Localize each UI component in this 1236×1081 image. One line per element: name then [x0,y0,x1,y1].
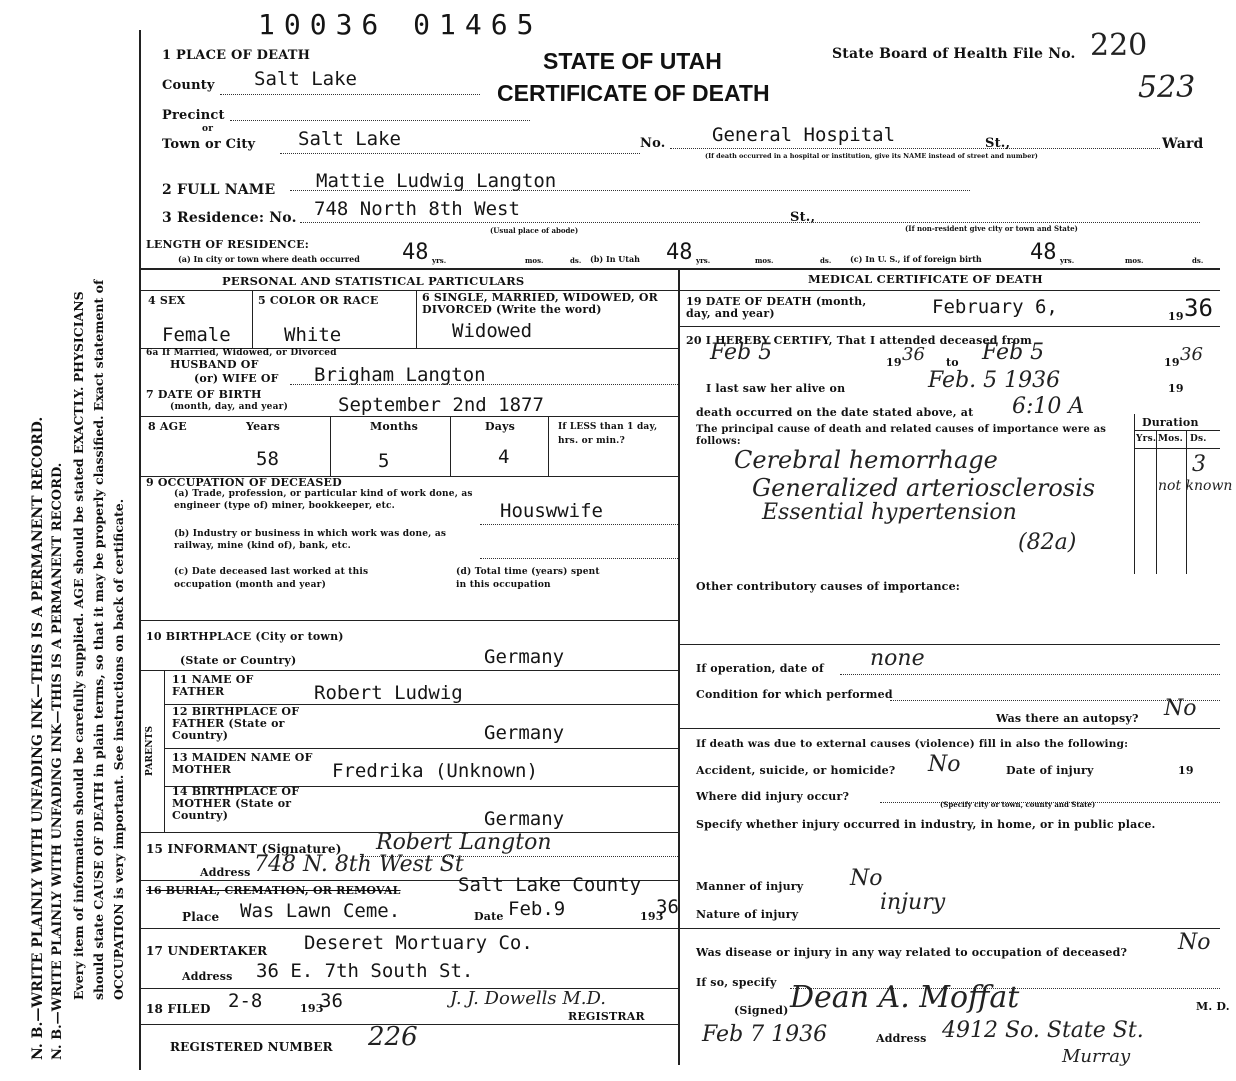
burial-year-value: 36 [656,896,679,918]
manner-label: Manner of injury [696,880,804,893]
specify-label: Specify whether injury occurred in industry, in home, or in public place. [696,818,1156,831]
cause-1: Cerebral hemorrhage [734,446,998,474]
hospital-note: (If death occurred in a hospital or institution, give its NAME instead of street and number) [705,152,1038,160]
informant-address: 748 N. 8th West St [254,852,464,877]
other-causes-label: Other contributory causes of importance: [696,580,961,593]
attended-from: Feb 5 [710,340,773,365]
dod-year-prefix: 19 [1168,310,1184,323]
registered-number-label: REGISTERED NUMBER [170,1040,333,1054]
place-of-death-label: 1 PLACE OF DEATH [162,48,311,63]
filed-value: 2-8 [228,990,263,1012]
father-value: Robert Ludwig [314,682,463,704]
informant-label: 15 INFORMANT (Signature) [146,842,342,856]
color-value: White [284,324,342,346]
ward-label: Ward [1162,136,1204,152]
file-no-label: State Board of Health File No. [832,46,1076,62]
where-label: Where did injury occur? [696,790,850,803]
undertaker-address-value: 36 E. 7th South St. [256,960,474,982]
dob-sub: (month, day, and year) [170,402,289,412]
dob-value: September 2nd 1877 [338,394,544,416]
residence-value: 748 North 8th West [314,198,520,220]
death-time-value: 6:10 A [1012,394,1085,419]
burial-label: 16 BURIAL, CREMATION, OR REMOVAL [146,884,401,897]
file-serial: 10036 01465 [258,8,543,41]
cause-2-duration: not known [1158,478,1233,494]
residence-note-1: (Usual place of abode) [490,226,579,235]
cause-label: The principal cause of death and related causes of importance were as follows: [696,424,1107,447]
occupation-d: (d) Total time (years) spent in this occupation [456,567,600,590]
residence-a-value: 48 [402,240,429,265]
cause-code: (82a) [1018,530,1077,555]
residence-b-yrs: yrs. [696,256,711,265]
occ-related-label: Was disease or injury in any way related to occupation of deceased? [696,946,1128,959]
side-note-1: N. B.—WRITE PLAINLY WITH UNFADING INK—THIS IS A PERMANENT RECORD. [30,416,46,1060]
sex-label: 4 SEX [148,294,186,307]
occupation-b: (b) Industry or business in which work was done, as railway, mine (kind of), bank, etc. [174,529,447,551]
undertaker-label: 17 UNDERTAKER [146,944,268,958]
file-no-2: 523 [1138,70,1196,105]
injury-year-prefix: 19 [1178,764,1194,777]
autopsy-value: No [1164,696,1197,721]
duration-ds: Ds. [1190,434,1207,444]
last-saw-year-prefix: 19 [1168,382,1184,395]
filed-label: 18 FILED [146,1002,211,1016]
accident-value: No [928,752,961,777]
physician-address: 4912 So. State St. [942,1018,1144,1043]
burial-place-label: Place [182,910,220,924]
mother-birthplace-value: Germany [484,808,565,830]
signature-date: Feb 7 1936 [702,1022,828,1047]
filed-year-value: 36 [320,990,343,1012]
burial-place-value: Was Lawn Ceme. [240,900,401,922]
physician-address-2: Murray [1062,1046,1131,1067]
residence-c-label: (c) In U. S., if of foreign birth [850,254,982,264]
physician-signature: Dean A. Moffat [790,980,1020,1015]
side-note-4: should state CAUSE OF DEATH in plain terms, so that it may be properly classified. Exact statement of [91,279,106,1000]
burial-date-label: Date [474,910,504,923]
full-name-label: 2 FULL NAME [162,182,276,198]
physician-address-label: Address [876,1032,927,1045]
informant-address-label: Address [200,866,251,879]
full-name-value: Mattie Ludwig Langton [316,170,557,192]
residence-c-mos: mos. [1125,256,1144,265]
residence-label: 3 Residence: No. [162,210,297,226]
nature-label: Nature of injury [696,908,799,921]
or-label: or [202,124,214,134]
operation-value: none [870,646,925,671]
dod-label: 19 DATE OF DEATH (month, day, and year) [686,295,867,320]
mother-birthplace-label: 14 BIRTHPLACE OF MOTHER (State or Country) [172,785,300,822]
spouse-label-1: 6a If Married, Widowed, or Divorced [146,348,337,358]
if-so-label: If so, specify [696,976,777,989]
file-no: 220 [1090,28,1148,63]
side-note-3: Every item of information should be carefully supplied. AGE should be stated EXACTLY. PHYSICIANS [71,291,86,1000]
from-year-prefix: 19 [886,356,902,369]
burial-date-value: Feb.9 [508,898,566,920]
residence-c-yrs: yrs. [1060,256,1075,265]
age-months-value: 5 [378,450,390,472]
state-title: STATE OF UTAH [543,48,722,74]
marital-value: Widowed [452,320,533,342]
duration-yrs: Yrs. [1136,434,1157,444]
side-note-2: N. B.—WRITE PLAINLY WITH UNFADING INK—THIS IS A PERMANENT RECORD. [50,462,65,1060]
medical-heading: MEDICAL CERTIFICATE OF DEATH [808,272,1043,286]
institution-value: General Hospital [712,124,896,146]
to-label: to [946,356,959,369]
precinct-label: Precinct [162,108,225,123]
dod-value: February 6, [932,296,1058,318]
age-days-value: 4 [498,446,510,468]
birthplace-label: 10 BIRTHPLACE (City or town) [146,630,344,643]
undertaker-value: Deseret Mortuary Co. [304,932,533,954]
last-saw-label: I last saw her alive on [706,382,846,395]
manner-value: No [850,866,883,891]
occ-related-value: No [1178,930,1211,955]
burial-year-prefix: 193 [640,910,664,923]
md-label: M. D. [1196,1000,1230,1013]
age-days-label: Days [485,420,516,433]
age-less-label: If LESS than 1 day, hrs. or min.? [558,422,658,446]
cause-1-duration: 3 [1192,452,1206,477]
father-label: 11 NAME OF FATHER [172,673,254,698]
where-note: (Specify city or town, county and State) [940,800,1096,809]
residence-a-yrs: yrs. [432,256,447,265]
spouse-label-2: HUSBAND OF [170,358,259,371]
grid-top [140,268,1220,270]
county-label: County [162,78,215,93]
undertaker-address-label: Address [182,970,233,983]
sex-value: Female [162,324,231,346]
residence-c-ds: ds. [1192,256,1204,265]
cause-3: Essential hypertension [762,500,1017,525]
dod-year-value: 36 [1184,294,1213,322]
length-of-residence-label: LENGTH OF RESIDENCE: [146,238,309,251]
mother-label: 13 MAIDEN NAME OF MOTHER [172,751,313,776]
father-birthplace-label: 12 BIRTHPLACE OF FATHER (State or Country) [172,705,300,742]
occupation-c: (c) Date deceased last worked at this occupation (month and year) [174,567,369,590]
signed-label: (Signed) [734,1004,789,1017]
grid-center [678,270,680,1065]
date-injury-label: Date of injury [1006,764,1094,777]
operation-label: If operation, date of [696,662,824,675]
town-value: Salt Lake [298,128,401,150]
certificate-title: CERTIFICATE OF DEATH [497,80,770,106]
occupation-value: Houswwife [500,500,603,522]
autopsy-label: Was there an autopsy? [996,712,1139,725]
marital-label: 6 SINGLE, MARRIED, WIDOWED, OR DIVORCED (Write the word) [422,291,659,316]
dob-label: 7 DATE OF BIRTH [146,388,262,401]
residence-b-ds: ds. [820,256,832,265]
external-label: If death was due to external causes (violence) fill in also the following: [696,738,1129,750]
spouse-value: Brigham Langton [314,364,486,386]
cause-2: Generalized arteriosclerosis [752,474,1096,502]
parents-label: PARENTS [145,725,155,776]
registrar-signature: J. J. Dowells M.D. [450,988,606,1009]
age-years-label: Years [246,420,281,433]
attended-to: Feb 5 [982,340,1045,365]
color-label: 5 COLOR OR RACE [258,294,379,307]
st-label: St., [985,136,1011,151]
residence-note-2: (If non-resident give city or town and State) [905,224,1078,233]
duration-label: Duration [1142,416,1199,429]
frame-left [139,30,141,1070]
residence-a-label: (a) In city or town where death occurred [178,254,360,264]
residence-c-value: 48 [1030,240,1057,265]
nature-value: injury [880,890,946,915]
age-months-label: Months [370,420,418,433]
to-year-prefix: 19 [1164,356,1180,369]
occupation-a: (a) Trade, profession, or particular kind of work done, as engineer (type of) miner, bookkeeper, etc. [174,489,473,511]
filed-year-prefix: 193 [300,1002,324,1015]
side-note-5: OCCUPATION is very important. See instructions on back of certificate. [111,498,126,1000]
birthplace-sub: (State or Country) [180,654,297,667]
father-birthplace-value: Germany [484,722,565,744]
age-label: 8 AGE [148,420,187,433]
last-saw-value: Feb. 5 1936 [928,368,1061,393]
accident-label: Accident, suicide, or homicide? [696,764,896,777]
age-years-value: 58 [256,448,279,470]
residence-b-mos: mos. [755,256,774,265]
residence-a-ds: ds. [570,256,582,265]
registrar-label: REGISTRAR [568,1010,645,1023]
to-year: 36 [1180,344,1203,365]
duration-mos: Mos. [1158,434,1183,444]
residence-b-label: (b) In Utah [590,254,640,264]
residence-st-label: St., [790,210,816,225]
town-label: Town or City [162,137,256,152]
burial-value: Salt Lake County [458,874,642,896]
certify-label: 20 I HEREBY CERTIFY, That I attended deceased from [686,334,1032,347]
mother-value: Fredrika (Unknown) [332,760,538,782]
informant-signature: Robert Langton [376,830,552,855]
occupation-label: 9 OCCUPATION OF DECEASED [146,476,342,489]
from-year: 36 [902,344,925,365]
death-time-label: death occurred on the date stated above, at [696,406,974,419]
registered-number: 226 [368,1022,418,1052]
residence-b-value: 48 [666,240,693,265]
residence-a-mos: mos. [525,256,544,265]
county-value: Salt Lake [254,68,357,90]
condition-label: Condition for which performed [696,688,893,701]
no-label: No. [640,136,666,151]
personal-heading: PERSONAL AND STATISTICAL PARTICULARS [222,274,525,288]
spouse-label-3: (or) WIFE OF [194,372,279,385]
birthplace-value: Germany [484,646,565,668]
